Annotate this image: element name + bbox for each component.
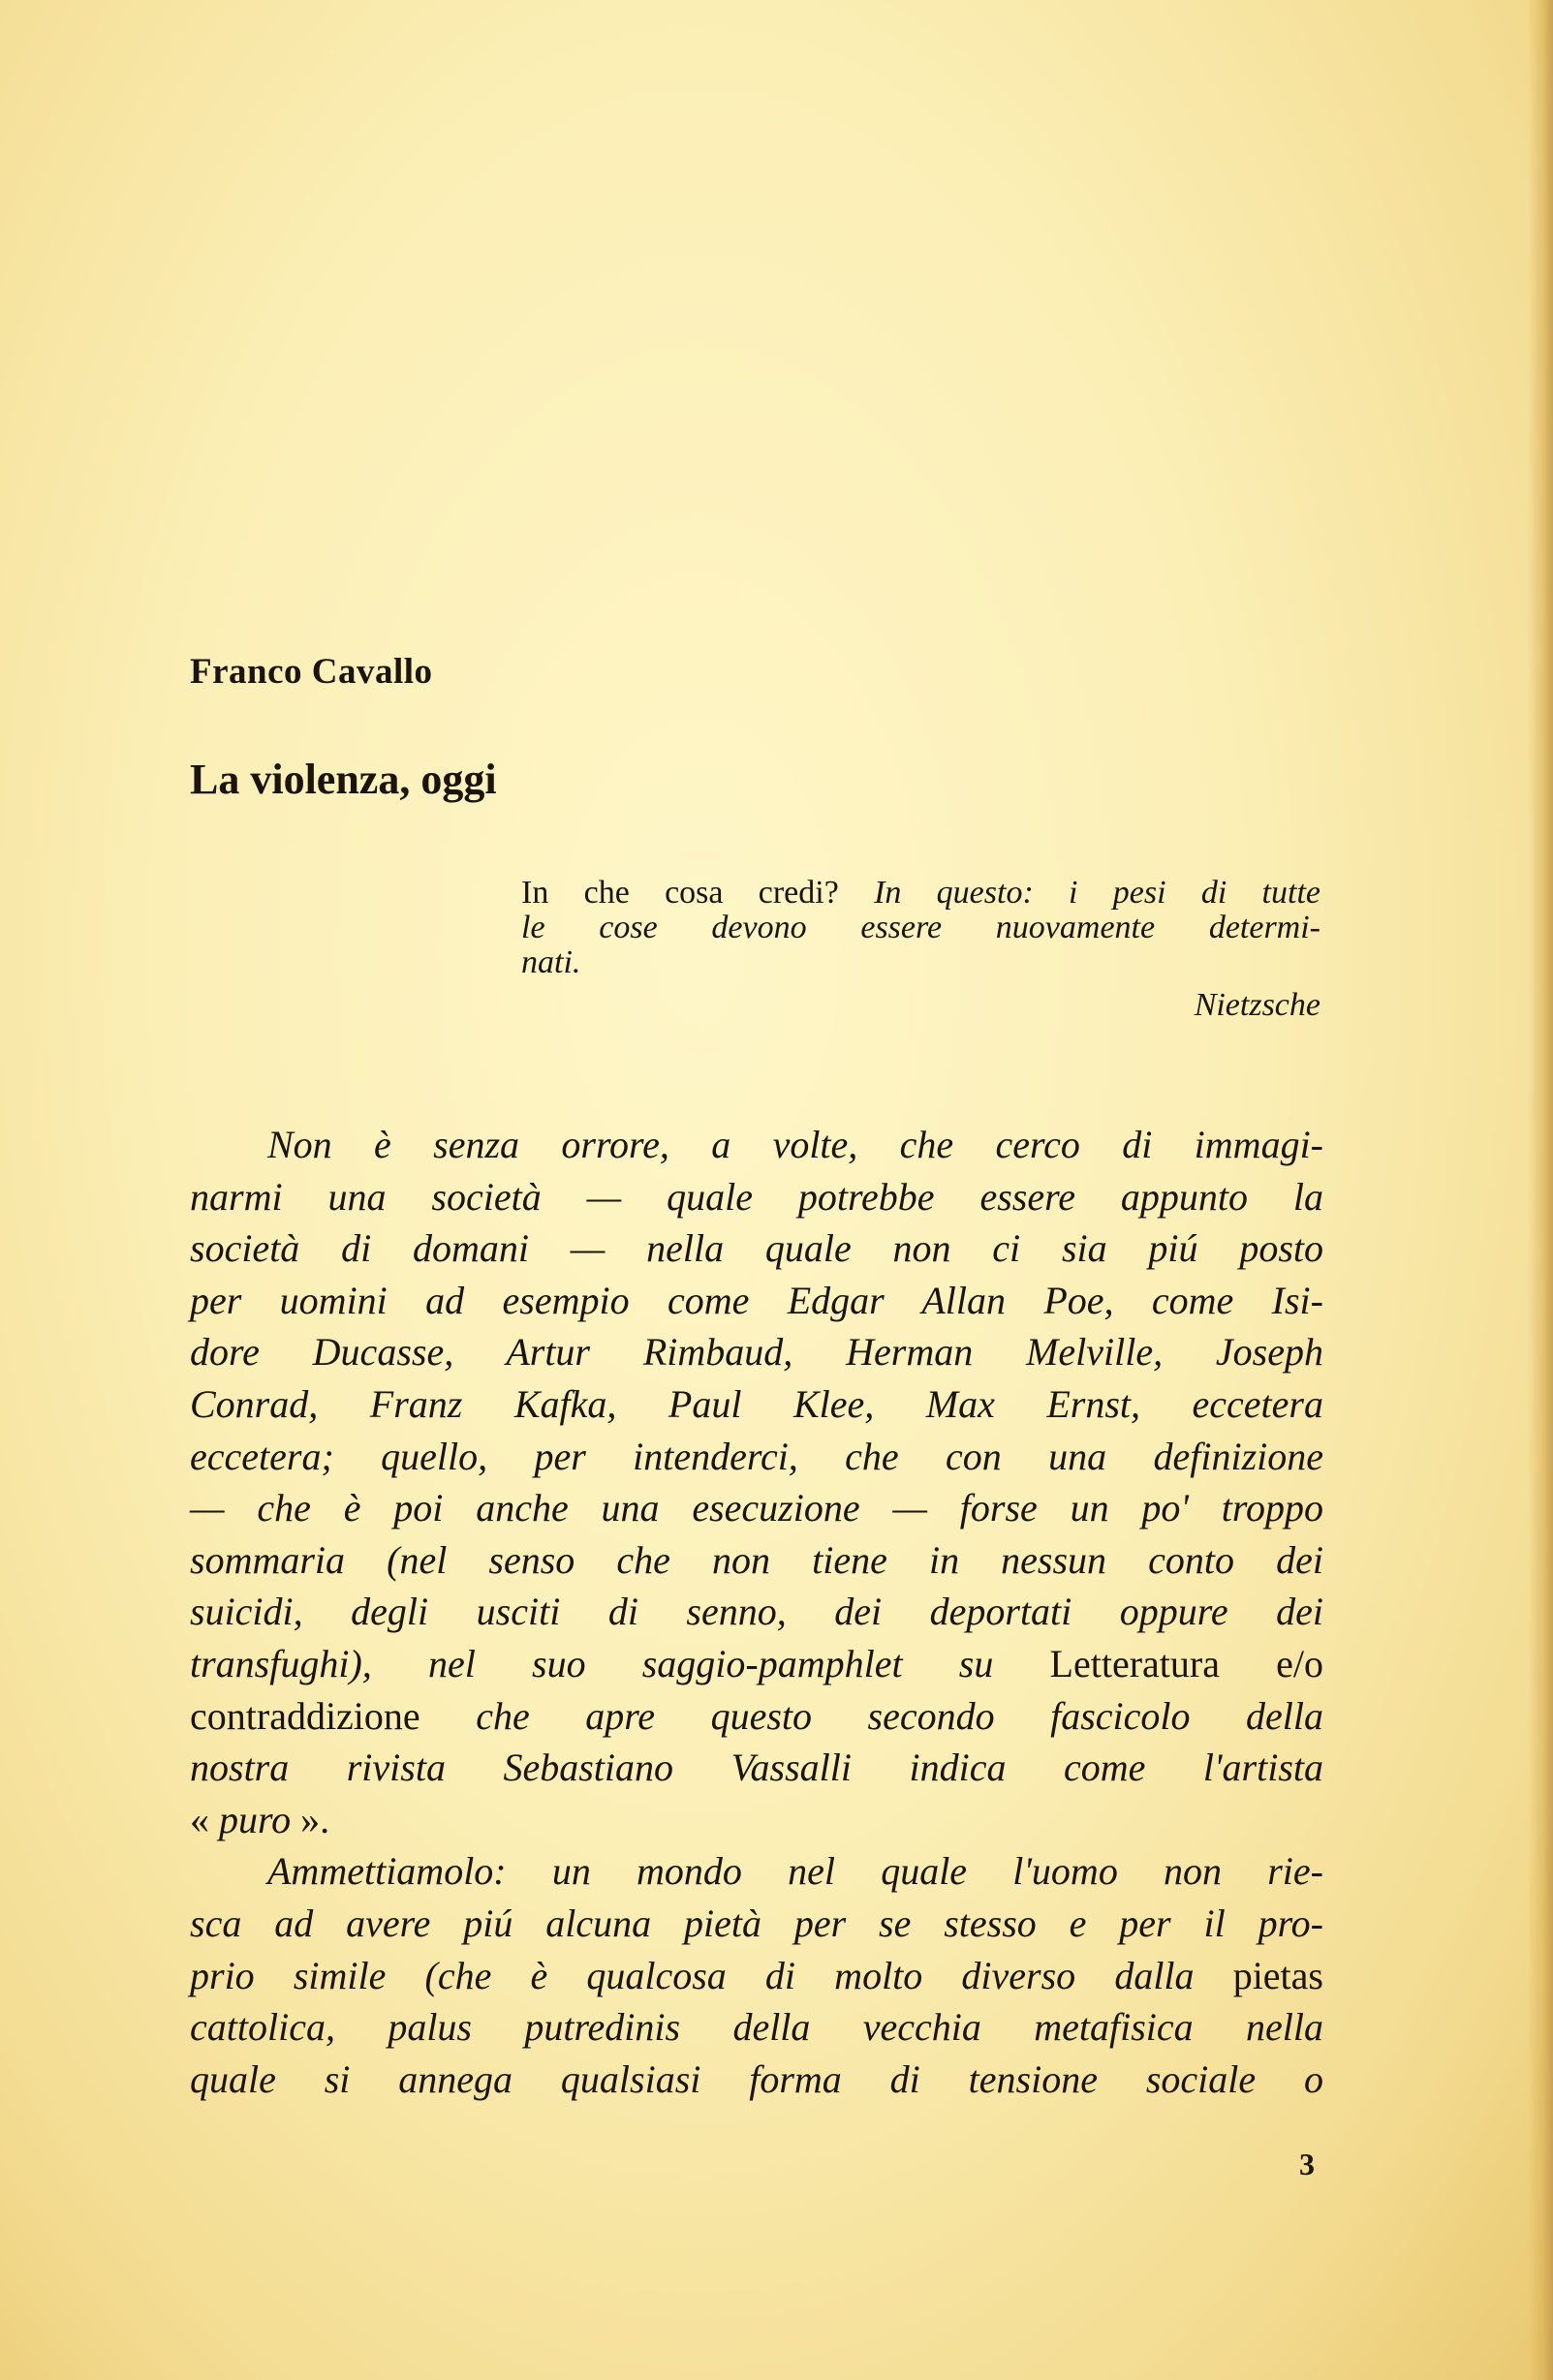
epigraph-attribution: Nietzsche: [1194, 987, 1320, 1023]
page-edge-shadow: [1528, 0, 1553, 2380]
text-line: dore Ducasse, Artur Rimbaud, Herman Melville, Joseph: [190, 1330, 1323, 1375]
text-line: narmi una società — quale potrebbe essere appunto la: [190, 1174, 1323, 1219]
text-line: eccetera; quello, per intenderci, che con una definizione: [190, 1434, 1323, 1478]
text-line: [190, 1950, 1323, 2002]
epigraph-line: nati.: [521, 944, 581, 980]
quote-mark: «: [190, 1797, 209, 1841]
page-number: 3: [1299, 2147, 1315, 2181]
text-segment: prio simile (che è qualcosa di molto diverso dalla: [190, 1953, 1195, 1997]
text-line: — che è poi anche una esecuzione — forse un po' troppo: [190, 1486, 1323, 1530]
text-line: sca ad avere piú alcuna pietà per se stesso e per il pro-: [190, 1901, 1323, 1945]
text-line: [190, 1690, 1323, 1743]
cited-title: contraddizione: [190, 1693, 420, 1738]
epigraph-answer: In questo: i pesi di tutte: [874, 875, 1320, 911]
text-line: Ammettiamolo: un mondo nel quale l'uomo non rie-: [267, 1849, 1323, 1894]
text-segment: puro: [219, 1797, 292, 1841]
body-text: [190, 1119, 1323, 2105]
text-segment: transfughi), nel suo saggio-pamphlet su: [190, 1641, 994, 1685]
text-line: suicidi, degli usciti di senno, dei deportati oppure dei: [190, 1590, 1323, 1634]
author-name: Franco Cavallo: [190, 652, 433, 692]
text-line: sommaria (nel senso che non tiene in nessun conto dei: [190, 1537, 1323, 1582]
text-line: società di domani — nella quale non ci sia piú posto: [190, 1226, 1323, 1271]
epigraph-line: le cose devono essere nuovamente determi-: [521, 910, 1320, 945]
epigraph: [521, 876, 1320, 1023]
text-line: [190, 1794, 1323, 1846]
text-line: cattolica, palus putredinis della vecchia metafisica nella: [190, 2005, 1323, 2050]
epigraph-question: In che cosa credi?: [521, 875, 839, 911]
text-line: [190, 1638, 1323, 1690]
article-title: La violenza, oggi: [190, 756, 497, 803]
quote-mark: ».: [300, 1797, 330, 1841]
text-line: Conrad, Franz Kafka, Paul Klee, Max Ernst, eccetera: [190, 1381, 1323, 1426]
cited-title: Letteratura e/o: [1049, 1641, 1323, 1685]
epigraph-line: [521, 876, 1320, 911]
text-line: nostra rivista Sebastiano Vassalli indica come l'artista: [190, 1746, 1323, 1790]
text-line: Non è senza orrore, a volte, che cerco di immagi-: [267, 1123, 1323, 1166]
latin-term: pietas: [1232, 1953, 1323, 1997]
text-segment: che apre questo secondo fascicolo della: [476, 1693, 1324, 1738]
text-line: per uomini ad esempio come Edgar Allan Poe, come Isi-: [190, 1278, 1323, 1322]
text-line: quale si annega qualsiasi forma di tensione sociale o: [190, 2056, 1323, 2101]
